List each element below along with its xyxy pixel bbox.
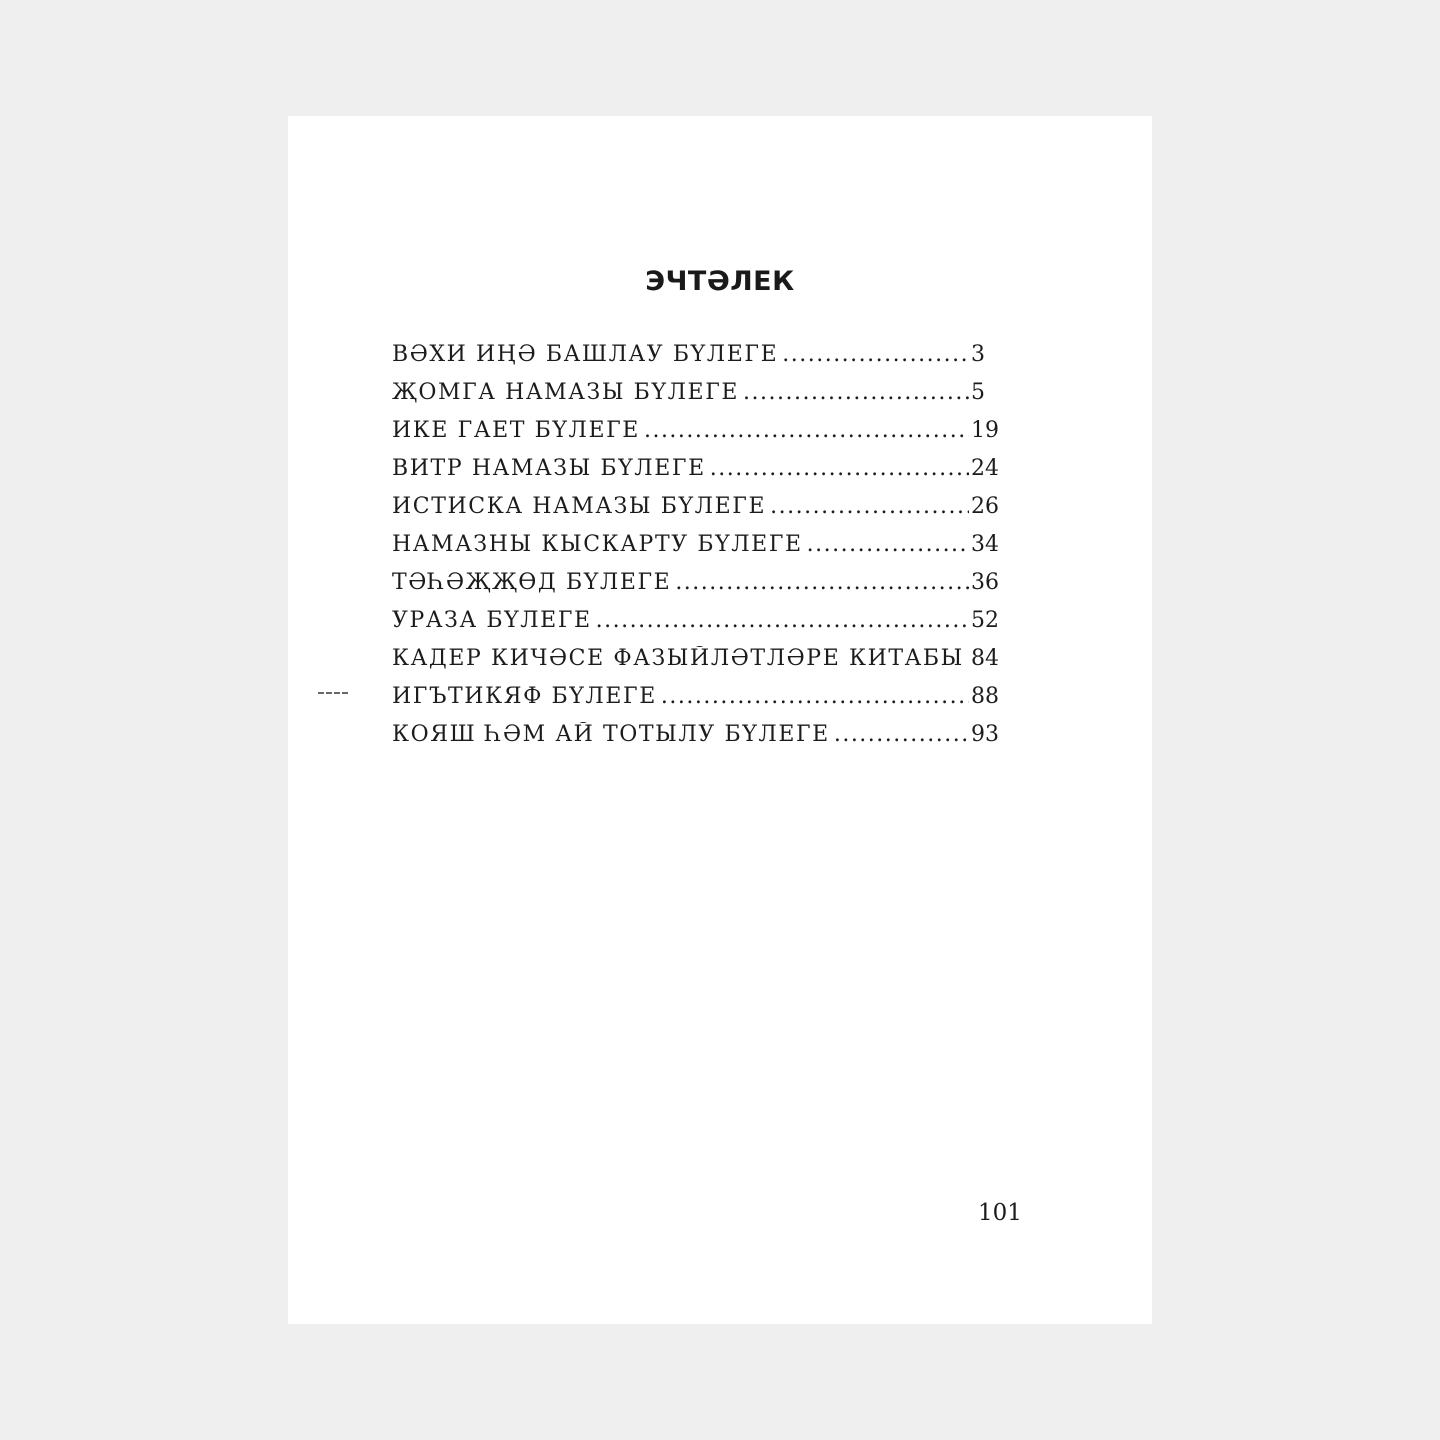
toc-entry-page: 3 bbox=[971, 342, 985, 367]
toc-entry bbox=[392, 684, 1009, 722]
toc-entry-title: УРАЗА БҮЛЕГЕ bbox=[392, 608, 592, 633]
toc-entry-page: 24 bbox=[971, 456, 999, 481]
toc-entry-title: НАМАЗНЫ КЫСКАРТУ БҮЛЕГЕ bbox=[392, 532, 803, 557]
toc-entry-page: 5 bbox=[971, 380, 985, 405]
toc-entry bbox=[392, 342, 1009, 380]
toc-entry-page: 34 bbox=[971, 532, 999, 557]
dot-leader bbox=[675, 570, 969, 595]
page-number: 101 bbox=[978, 1200, 1022, 1226]
toc-entry-title: ИКЕ ГАЕТ БҮЛЕГЕ bbox=[392, 418, 640, 443]
toc-entry-page: 19 bbox=[971, 418, 999, 443]
margin-mark bbox=[318, 692, 348, 697]
toc-entry-title: ВӘХИ ИҢӘ БАШЛАУ БҮЛЕГЕ bbox=[392, 342, 779, 367]
toc-entry-page: 88 bbox=[971, 684, 999, 709]
toc-entry-title: КАДЕР КИЧӘСЕ ФАЗЫЙЛӘТЛӘРЕ КИТАБЫ bbox=[392, 646, 964, 671]
toc-entry-title: ВИТР НАМАЗЫ БҮЛЕГЕ bbox=[392, 456, 706, 481]
toc-list bbox=[392, 342, 1009, 760]
dot-leader bbox=[743, 380, 969, 405]
toc-entry-title: ТӘҺӘҖҖӨД БҮЛЕГЕ bbox=[392, 570, 672, 595]
toc-entry-title: ИСТИСКА НАМАЗЫ БҮЛЕГЕ bbox=[392, 494, 767, 519]
toc-entry bbox=[392, 608, 1009, 646]
toc-entry bbox=[392, 532, 1009, 570]
book-page bbox=[288, 116, 1152, 1324]
dot-leader bbox=[782, 342, 969, 367]
dot-leader bbox=[770, 494, 969, 519]
toc-entry-title: ИГЪТИКЯФ БҮЛЕГЕ bbox=[392, 684, 657, 709]
toc-entry bbox=[392, 456, 1009, 494]
toc-entry-page: 84 bbox=[971, 646, 999, 671]
dot-leader bbox=[834, 722, 969, 747]
toc-entry-page: 93 bbox=[971, 722, 999, 747]
toc-entry bbox=[392, 418, 1009, 456]
toc-title: ЭЧТӘЛЕК bbox=[645, 266, 795, 297]
toc-entry bbox=[392, 646, 1009, 684]
dot-leader bbox=[644, 418, 969, 443]
dot-leader bbox=[968, 646, 969, 671]
toc-entry-page: 36 bbox=[971, 570, 999, 595]
dot-leader bbox=[661, 684, 969, 709]
toc-entry-page: 52 bbox=[971, 608, 999, 633]
toc-entry bbox=[392, 570, 1009, 608]
dot-leader bbox=[596, 608, 969, 633]
dot-leader bbox=[807, 532, 969, 557]
dot-leader bbox=[710, 456, 969, 481]
toc-entry-page: 26 bbox=[971, 494, 999, 519]
toc-entry bbox=[392, 494, 1009, 532]
toc-entry-title: КОЯШ ҺӘМ АЙ ТОТЫЛУ БҮЛЕГЕ bbox=[392, 722, 830, 747]
toc-entry bbox=[392, 380, 1009, 418]
toc-entry bbox=[392, 722, 1009, 760]
toc-entry-title: ҖОМГА НАМАЗЫ БҮЛЕГЕ bbox=[392, 380, 740, 405]
